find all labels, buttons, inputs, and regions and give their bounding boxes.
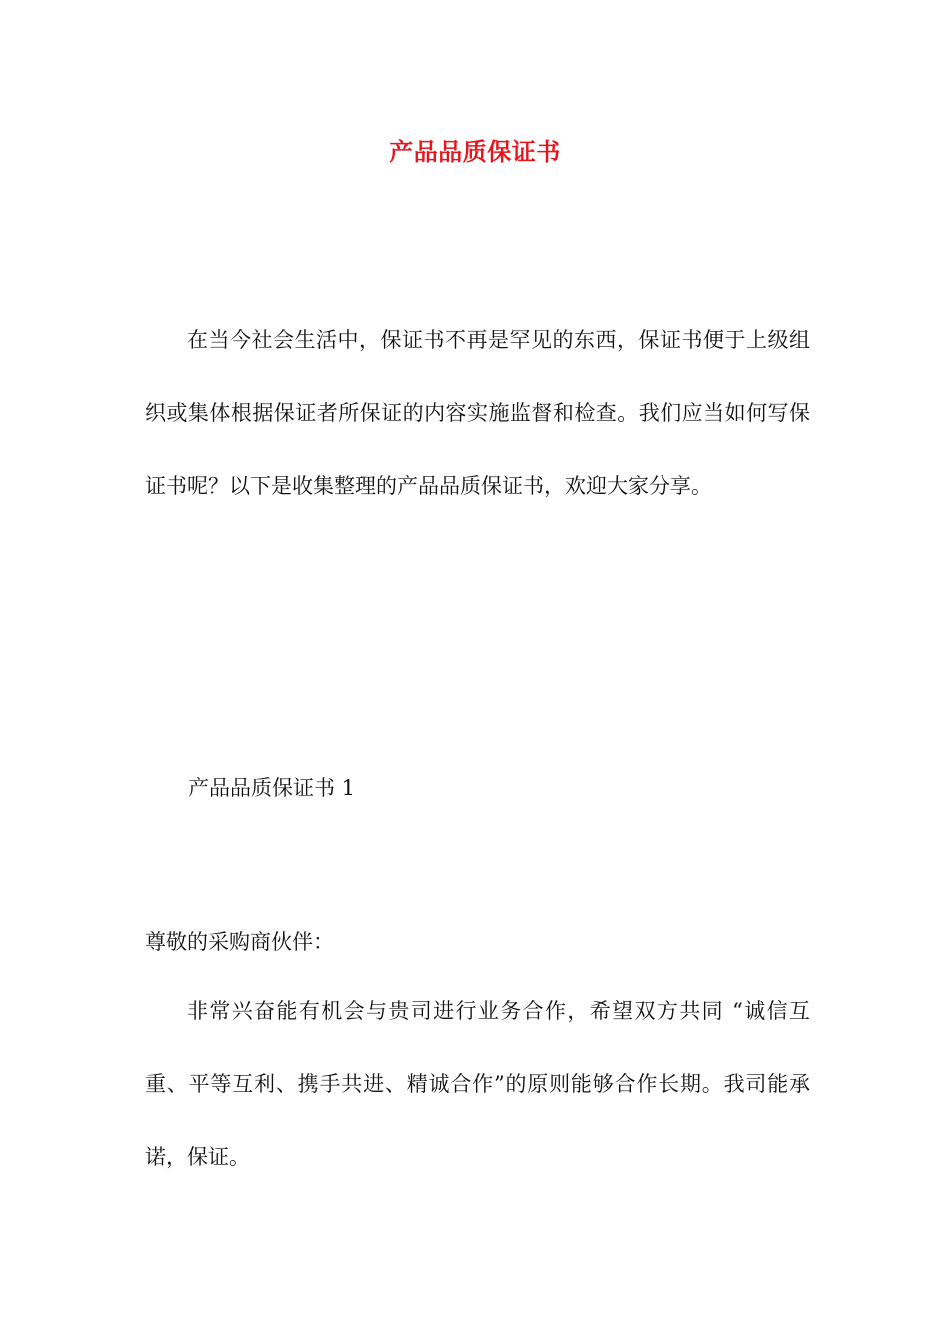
document-title: 产品品质保证书 xyxy=(389,137,561,166)
intro-paragraph: 在当今社会生活中，保证书不再是罕见的东西，保证书便于上级组织或集体根据保证者所保证的内容实施监督和检查。我们应当如何写保证书呢？以下是收集整理的产品品质保证书，欢迎大家分享。 xyxy=(145,328,810,498)
body-paragraph: 非常兴奋能有机会与贵司进行业务合作，希望双方共同 “诚信互重、平等互利、携手共进、精诚合作”的原则能够合作长期。我司能承诺，保证。 xyxy=(145,999,810,1169)
section-title: 产品品质保证书 1 xyxy=(188,776,356,800)
salutation: 尊敬的采购商伙伴： xyxy=(145,930,334,954)
